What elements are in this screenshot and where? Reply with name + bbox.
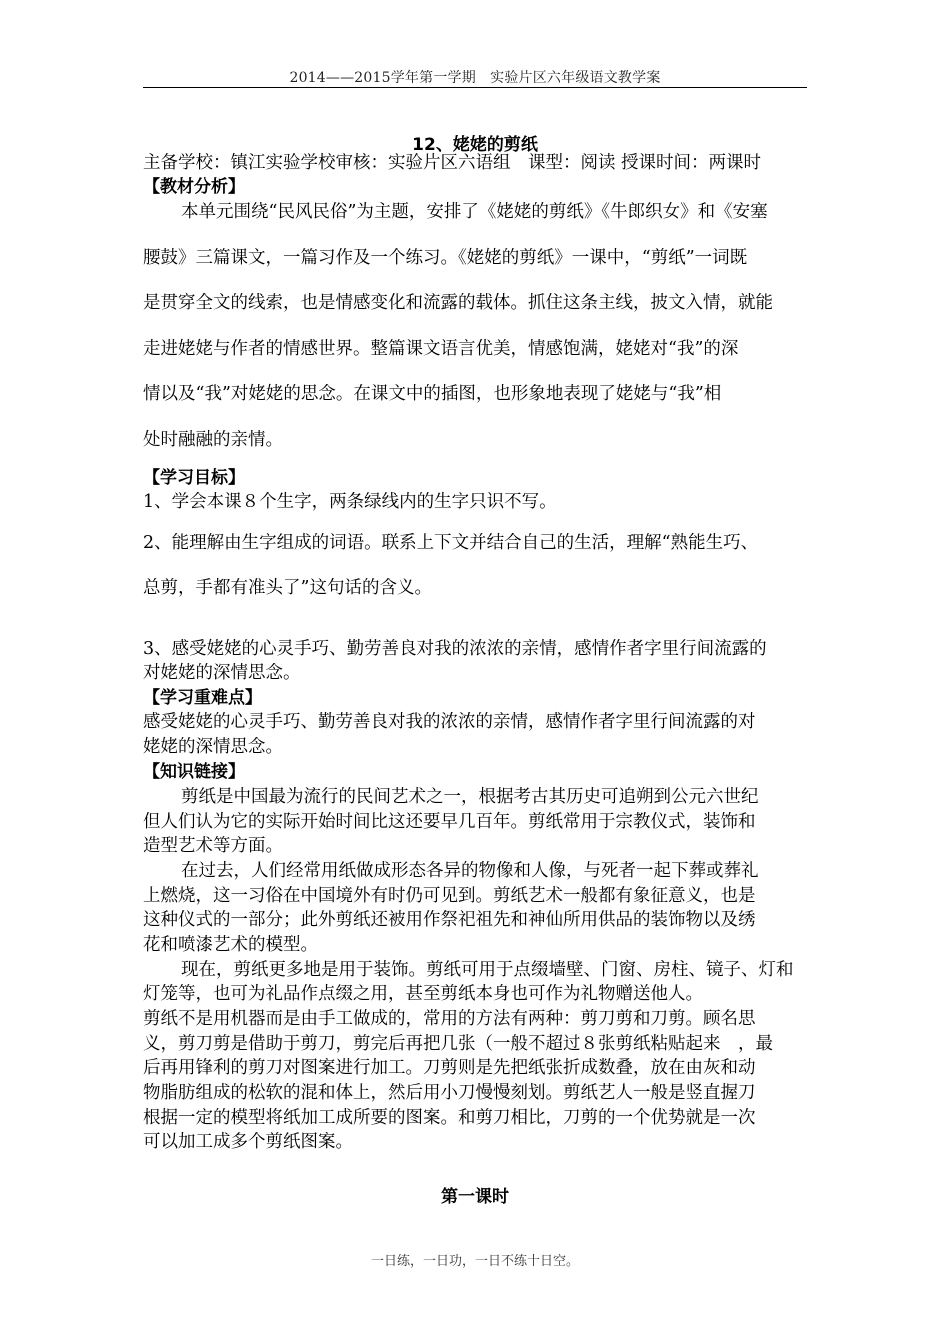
goal-item: 1、学会本课８个生字，两条绿线内的生字只识不写。 — [143, 492, 557, 512]
meta-line: 主备学校：镇江实验学校审核：实验片区六语组 课型：阅读 授课时间：两课时 — [143, 153, 762, 173]
knowledge-line: 在过去，人们经常用纸做成形态各异的物像和人像，与死者一起下葬或葬礼 — [181, 861, 759, 881]
knowledge-line: 灯笼等，也可为礼品作点缀之用，甚至剪纸本身也可作为礼物赠送他人。 — [143, 984, 703, 1004]
knowledge-line: 义，剪刀剪是借助于剪刀，剪完后再把几张（一般不超过８张剪纸粘贴起来 ，最 — [143, 1034, 773, 1054]
lesson-title: 12、姥姥的剪纸 — [412, 135, 538, 155]
knowledge-line: 这种仪式的一部分；此外剪纸还被用作祭祀祖先和神仙所用供品的装饰物以及绣 — [143, 910, 756, 930]
analysis-line: 本单元围绕“民风民俗”为主题，安排了《姥姥的剪纸》《牛郎织女》和《安塞 — [181, 202, 768, 222]
goal-item: 3、感受姥姥的心灵手巧、勤劳善良对我的浓浓的亲情，感情作者字里行间流露的 — [143, 639, 767, 659]
goals-heading: 【学习目标】 — [143, 468, 245, 488]
goal-item: 对姥姥的深情思念。 — [143, 663, 301, 683]
analysis-line: 处时融融的亲情。 — [143, 430, 283, 450]
lesson-heading: 第一课时 — [441, 1187, 509, 1207]
analysis-line: 是贯穿全文的线索，也是情感变化和流露的载体。抓住这条主线，披文入情，就能 — [143, 293, 773, 313]
knowledge-line: 物脂肪组成的松软的混和体上，然后用小刀慢慢刻划。剪纸艺人一般是竖直握刀 — [143, 1083, 756, 1103]
knowledge-line: 现在，剪纸更多地是用于装饰。剪纸可用于点缀墙壁、门窗、房柱、镜子、灯和 — [181, 960, 794, 980]
page-footer: 一日练，一日功，一日不练十日空。 — [370, 1254, 579, 1269]
analysis-line: 情以及“我”对姥姥的思念。在课文中的插图，也形象地表现了姥姥与“我”相 — [143, 384, 722, 404]
analysis-heading: 【教材分析】 — [143, 177, 245, 197]
knowledge-line: 上燃烧，这一习俗在中国境外有时仍可见到。剪纸艺术一般都有象征意义，也是 — [143, 886, 756, 906]
key-points-line: 姥姥的深情思念。 — [143, 737, 283, 757]
key-points-line: 感受姥姥的心灵手巧、勤劳善良对我的浓浓的亲情，感情作者字里行间流露的对 — [143, 712, 756, 732]
knowledge-line: 剪纸不是用机器而是由手工做成的，常用的方法有两种：剪刀剪和刀剪。顾名思 — [143, 1009, 756, 1029]
knowledge-heading: 【知识链接】 — [143, 762, 245, 782]
knowledge-line: 可以加工成多个剪纸图案。 — [143, 1132, 353, 1152]
knowledge-line: 花和喷漆艺术的模型。 — [143, 935, 318, 955]
knowledge-line: 剪纸是中国最为流行的民间艺术之一，根据考古其历史可追朔到公元六世纪 — [181, 787, 759, 807]
key-points-heading: 【学习重难点】 — [143, 688, 262, 708]
knowledge-line: 但人们认为它的实际开始时间比这还要早几百年。剪纸常用于宗教仪式，装饰和 — [143, 812, 756, 832]
goal-item: 2、能理解由生字组成的词语。联系上下文并结合自己的生活，理解“熟能生巧、 — [143, 533, 759, 553]
knowledge-line: 根据一定的模型将纸加工成所要的图案。和剪刀相比，刀剪的一个优势就是一次 — [143, 1108, 756, 1128]
header-divider — [143, 87, 807, 88]
analysis-line: 走进姥姥与作者的情感世界。整篇课文语言优美，情感饱满，姥姥对“我”的深 — [143, 339, 739, 359]
knowledge-line: 造型艺术等方面。 — [143, 836, 283, 856]
knowledge-line: 后再用锋利的剪刀对图案进行加工。刀剪则是先把纸张折成数叠，放在由灰和动 — [143, 1058, 756, 1078]
goal-item: 总剪，手都有准头了”这句话的含义。 — [143, 578, 432, 598]
page-header: 2014——2015学年第一学期 实验片区六年级语文教学案 — [289, 70, 661, 86]
analysis-line: 腰鼓》三篇课文，一篇习作及一个练习。《姥姥的剪纸》一课中，“剪纸”一词既 — [143, 248, 748, 268]
